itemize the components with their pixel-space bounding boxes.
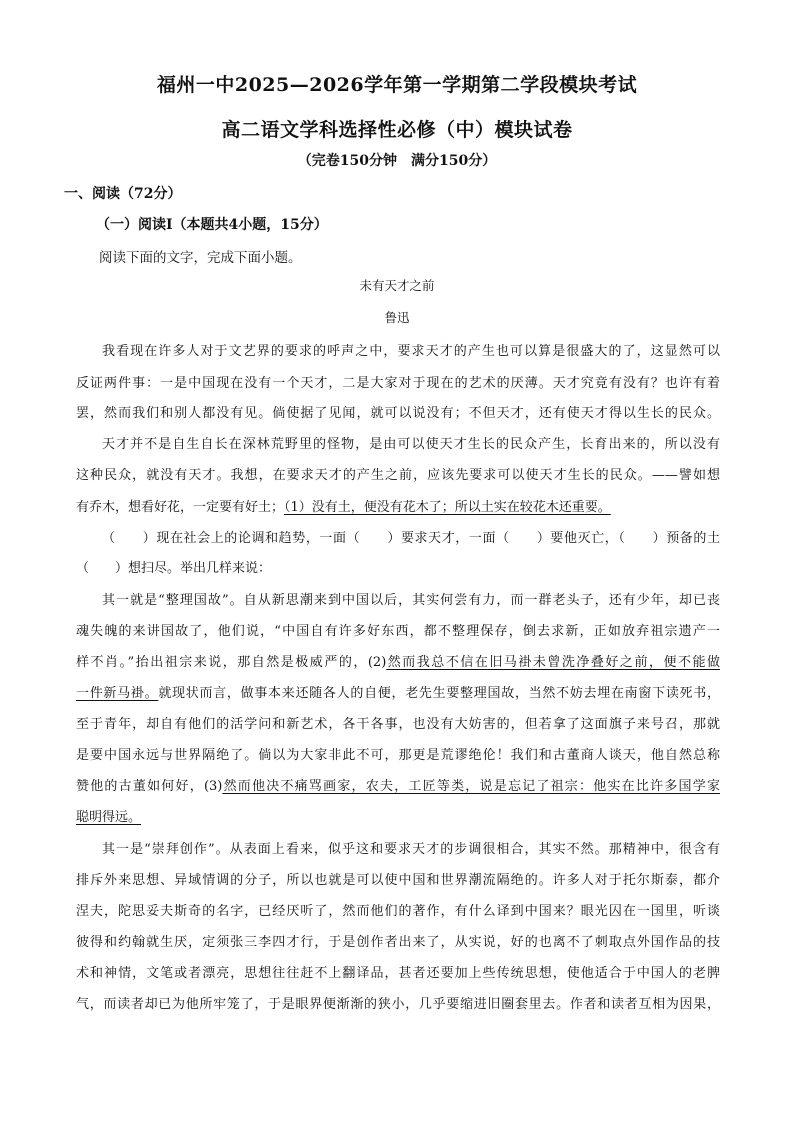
text-line: （ ）现在社会上的论调和趋势，一面（ ）要求天才，一面（ ）要他灭亡，（ ）预备的土	[102, 531, 720, 546]
text-line: 其一是“崇拜创作”。从表面上看来，似乎这和要求天才的步调很相合，其实不然。那精神中，很含有	[102, 842, 720, 857]
sub-section-heading: （一）阅读Ⅰ（本题共4小题，15分）	[96, 217, 328, 233]
text-segment: 样不肖。”抬出祖宗来说，那自然是极威严的，(2)	[76, 655, 387, 670]
text-line	[76, 682, 720, 701]
text-line: 是要中国永远与世界隔绝了。倘以为大家非此不可，那更是荒谬绝伦！我们和古董商人谈天，他自然总称	[76, 748, 720, 763]
text-line: 这种民众，就没有天才。我想，在要求天才的产生之前，应该先要求可以使天才生长的民众。——譬如想	[76, 468, 720, 483]
underlined-sentence-2b: 一件新马褂。	[76, 686, 159, 701]
text-line: 气，而读者却已为他所牢笼了，于是眼界便渐渐的狭小，几乎要缩进旧圈套里去。作者和读者互相为因果，	[76, 997, 720, 1012]
exam-info: （完卷150分钟 满分150分）	[297, 153, 497, 169]
text-line: 其一就是“整理国故”。自从新思潮来到中国以后，其实何尝有力，而一群老头子，还有少年，却已丧	[102, 593, 720, 608]
exam-title: 福州一中2025—2026学年第一学期第二学段模块考试	[156, 74, 638, 96]
text-line: 天才并不是自生自长在深林荒野里的怪物，是由可以使天才生长的民众产生，长育出来的，所以没有	[102, 437, 720, 452]
text-line: 排斥外来思想、异域情调的分子，所以也就是可以使中国和世界潮流隔绝的。许多人对于托尔斯泰，都介	[76, 873, 720, 888]
text-line: 我看现在许多人对于文艺界的要求的呼声之中，要求天才的产生也可以算是很盛大的了，这显然可以	[102, 344, 720, 359]
text-line	[76, 651, 720, 670]
underlined-sentence-1: （1）没有土，便没有花木了；所以土实在较花木还重要。	[284, 500, 611, 515]
text-line: 涅夫，陀思妥夫斯奇的名字，已经厌听了，然而他们的著作，有什么译到中国来？眼光囚在一国里，听谈	[76, 904, 720, 919]
text-line: 至于青年，却自有他们的活学问和新艺术，各干各事，也没有大妨害的，但若拿了这面旗子来号召，那就	[76, 717, 720, 732]
exam-subtitle: 高二语文学科选择性必修（中）模块试卷	[221, 119, 573, 141]
text-line	[76, 806, 720, 825]
text-line	[76, 775, 720, 794]
instruction-text: 阅读下面的文字，完成下面小题。	[99, 250, 302, 266]
text-line: 反证两件事：一是中国现在没有一个天才，二是大家对于现在的艺术的厌薄。天才究竟有没有？也许有着	[76, 376, 720, 391]
text-segment: 就现状而言，做事本来还随各人的自便，老先生要整理国故，当然不妨去埋在南窗下读死书，	[158, 686, 720, 701]
text-line: 魂失魄的来讲国故了，他们说，“中国自有许多好东西，都不整理保存，倒去求新，正如放弃祖宗遗产一	[76, 624, 720, 639]
article-title: 未有天才之前	[359, 278, 435, 293]
text-line: 彼得和约翰就生厌，定须张三李四才行，于是创作者出来了，从实说，好的也离不了刺取点外国作品的技	[76, 935, 720, 950]
underlined-sentence-2a: 然而我总不信在旧马褂未曾洗净叠好之前，便不能做	[386, 655, 720, 670]
section-heading: 一、阅读（72分）	[64, 186, 182, 202]
article-author: 鲁迅	[384, 310, 410, 325]
text-line: 术和神情，文笔或者漂亮，思想往往赶不上翻译品，甚者还要加上些传统思想，使他适合于中国人的老脾	[76, 966, 720, 981]
text-line: 罢，然而我们和别人都没有见。倘使据了见闻，就可以说没有；不但天才，还有使天才得以生长的民众。	[76, 406, 720, 421]
text-segment: 有乔木，想看好花，一定要有好土；	[76, 500, 285, 515]
text-line: （ ）想扫尽。举出几样来说：	[76, 561, 272, 576]
text-line	[76, 496, 720, 515]
underlined-sentence-3a: 然而他决不痛骂画家，农夫，工匠等类，说是忘记了祖宗：他实在比许多国学家	[222, 779, 720, 794]
text-segment: 赞他的古董如何好，(3)	[76, 779, 223, 794]
underlined-sentence-3b: 聪明得远。	[76, 810, 142, 825]
